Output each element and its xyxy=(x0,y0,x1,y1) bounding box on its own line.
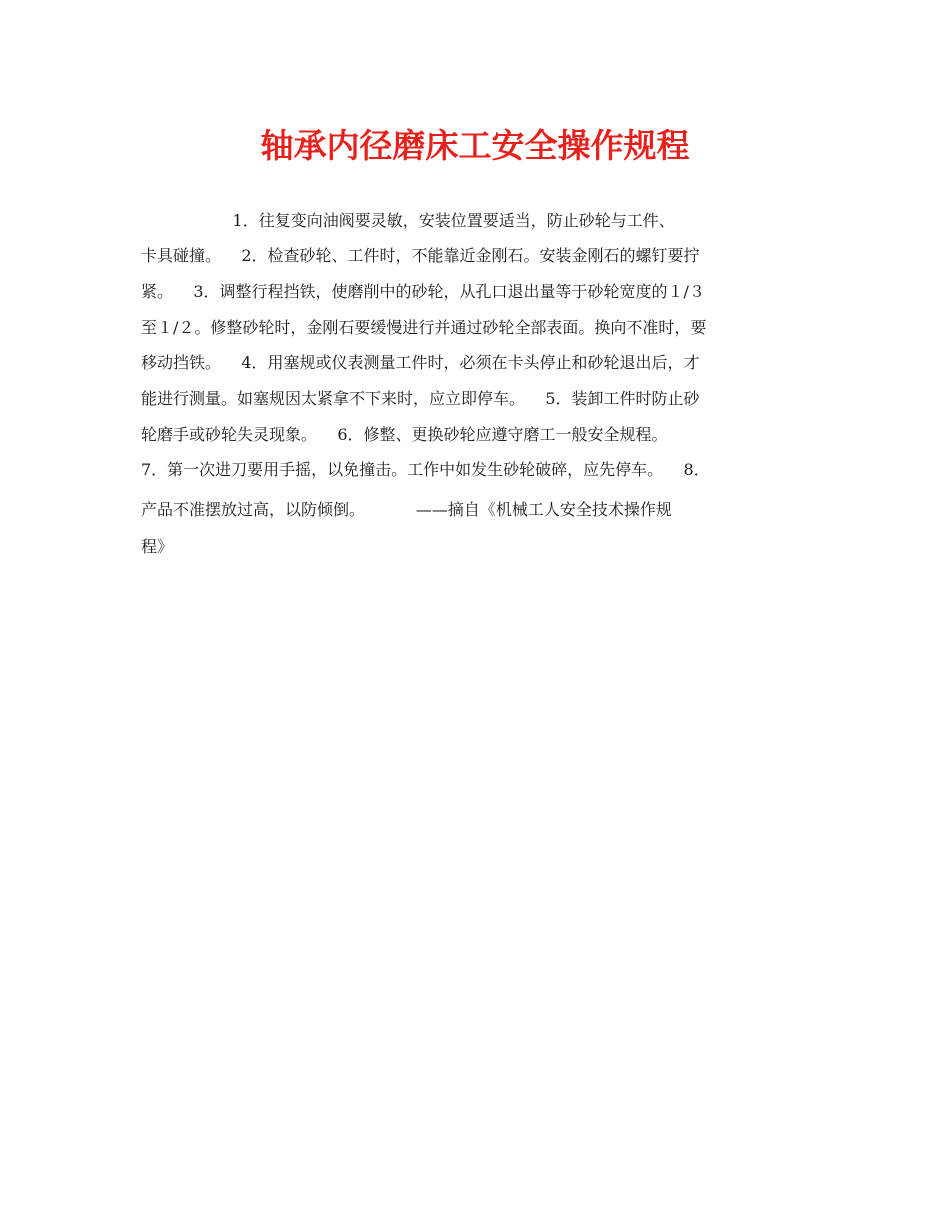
body-line-7: 轮磨手或砂轮失灵现象。 6．修整、更换砂轮应遵守磨工一般安全规程。 xyxy=(141,425,668,444)
body-line-1: 1．往复变向油阀要灵敏，安装位置要适当，防止砂轮与工件、 xyxy=(141,211,675,230)
body-line-4: 至１/２。修整砂轮时，金刚石要缓慢进行并通过砂轮全部表面。换向不准时，要 xyxy=(141,318,707,337)
body-line-8: 7．第一次进刀要用手摇，以免撞击。工作中如发生砂轮破碎，应先停车。 8． xyxy=(141,460,710,479)
document-title: 轴承内径磨床工安全操作规程 xyxy=(260,126,690,165)
body-line-6: 能进行测量。如塞规因太紧拿不下来时，应立即停车。 5．装卸工件时防止砂 xyxy=(141,389,700,408)
body-line-9: 产品不准摆放过高，以防倾倒。 ——摘自《机械工人安全技术操作规 xyxy=(141,500,672,519)
body-line-5: 移动挡铁。 4．用塞规或仪表测量工件时，必须在卡头停止和砂轮退出后，才 xyxy=(141,353,700,372)
body-line-10: 程》 xyxy=(141,537,174,556)
body-line-2: 卡具碰撞。 2．检查砂轮、工件时，不能靠近金刚石。安装金刚石的螺钉要拧 xyxy=(141,246,700,265)
body-line-3: 紧。 3．调整行程挡铁，使磨削中的砂轮，从孔口退出量等于砂轮宽度的１/３ xyxy=(141,282,705,301)
